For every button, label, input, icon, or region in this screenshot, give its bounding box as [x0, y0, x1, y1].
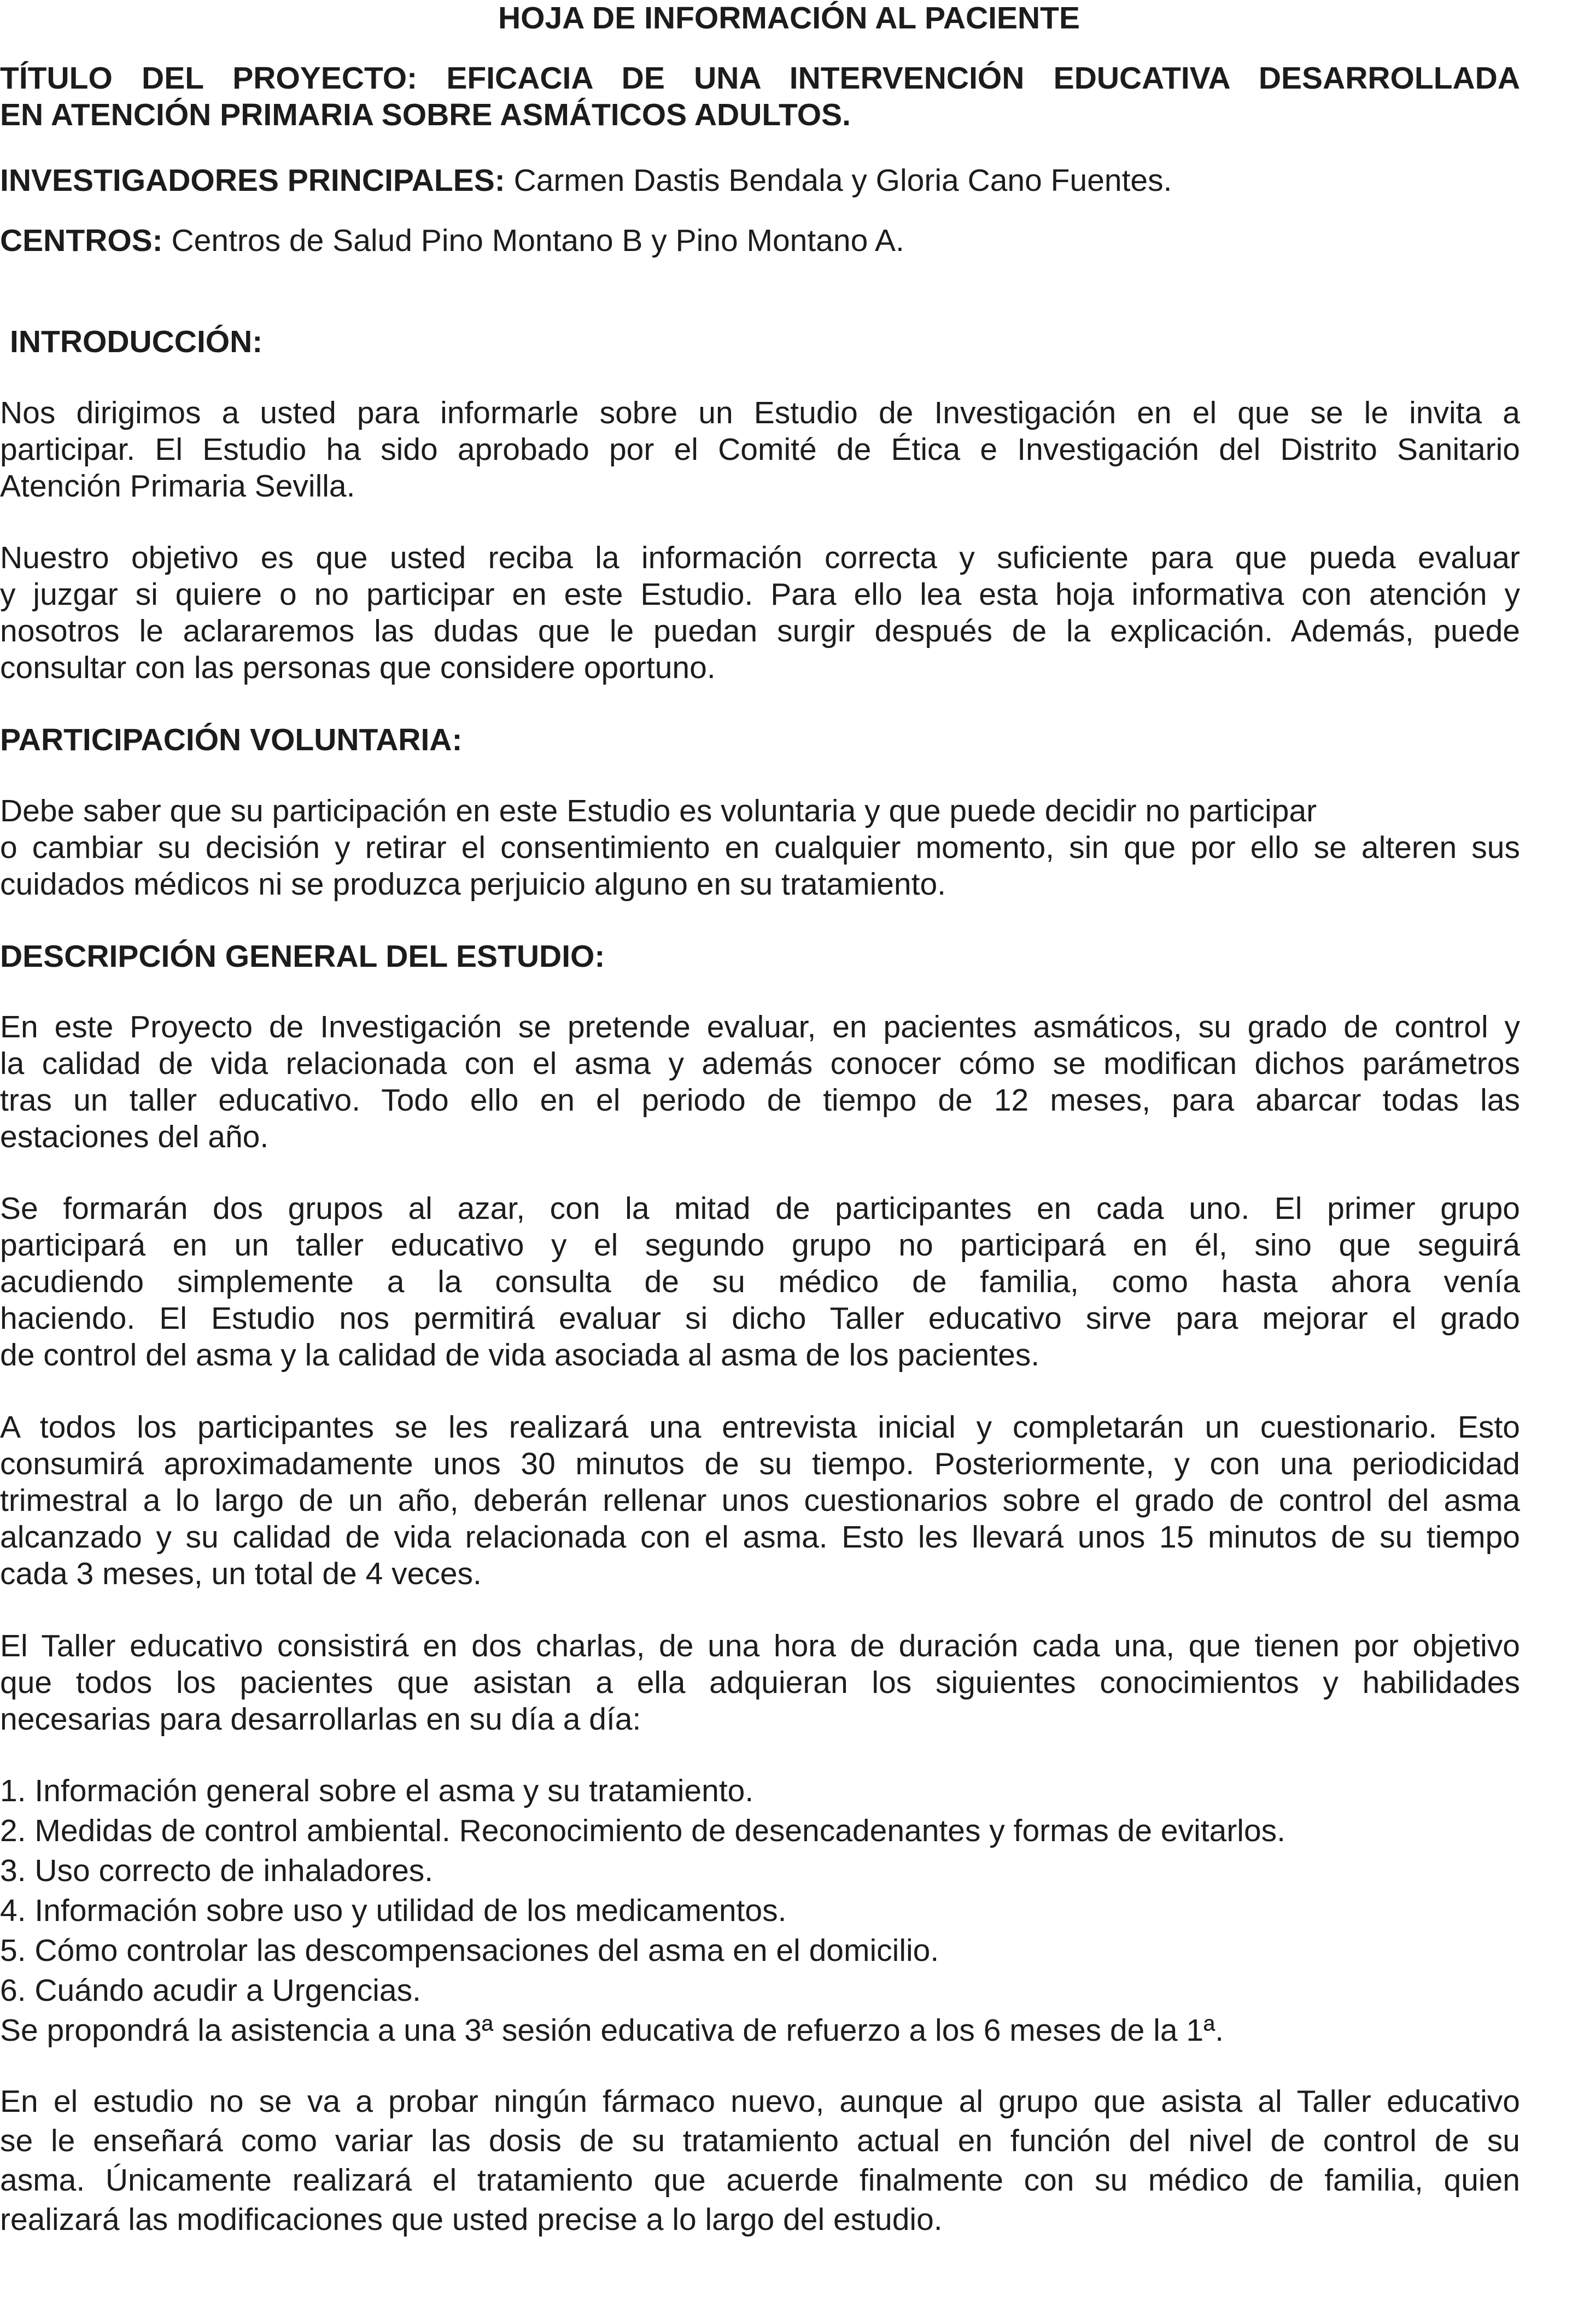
centers-value: Centros de Salud Pino Montano B y Pino Montano A.: [171, 223, 904, 258]
description-p3-line: trimestral a lo largo de un año, deberán rellenar unos cuestionarios sobre el grado de control del asma: [0, 1483, 1520, 1518]
voluntary-heading: PARTICIPACIÓN VOLUNTARIA:: [0, 722, 463, 757]
description-p2-line: de control del asma y la calidad de vida asociada al asma de los pacientes.: [0, 1338, 1040, 1373]
intro-p2-line: consultar con las personas que considere oportuno.: [0, 650, 716, 685]
description-p5-line: asma. Únicamente realizará el tratamiento que acuerde finalmente con su médico de familia, quien: [0, 2163, 1520, 2198]
intro-p1-line: participar. El Estudio ha sido aprobado por el Comité de Ética e Investigación del Distrito Sanitario: [0, 432, 1520, 467]
investigators-line: [0, 161, 1520, 200]
description-p1-line: tras un taller educativo. Todo ello en el periodo de tiempo de 12 meses, para abarcar todas las: [0, 1083, 1520, 1118]
intro-p2-line: nosotros le aclararemos las dudas que le puedan surgir después de la explicación. Además, puede: [0, 614, 1520, 649]
list-item: 2. Medidas de control ambiental. Reconocimiento de desencadenantes y formas de evitarlos.: [0, 1813, 1285, 1848]
description-p4-line: necesarias para desarrollarlas en su día a día:: [0, 1702, 641, 1737]
list-item: 3. Uso correcto de inhaladores.: [0, 1853, 434, 1888]
description-p3-line: consumirá aproximadamente unos 30 minutos de su tiempo. Posteriormente, y con una periodicidad: [0, 1446, 1520, 1481]
description-p1-line: estaciones del año.: [0, 1119, 269, 1154]
description-heading: DESCRIPCIÓN GENERAL DEL ESTUDIO:: [0, 939, 605, 974]
list-item: Se propondrá la asistencia a una 3ª sesión educativa de refuerzo a los 6 meses de la 1ª.: [0, 2013, 1224, 2048]
description-p1-line: En este Proyecto de Investigación se pretende evaluar, en pacientes asmáticos, su grado de control y: [0, 1009, 1520, 1044]
project-title-line-1: [0, 59, 1520, 97]
project-title-text-1: EFICACIA DE UNA INTERVENCIÓN EDUCATIVA DESARROLLADA: [446, 61, 1521, 96]
centers-label: CENTROS:: [0, 223, 163, 258]
project-title-label: TÍTULO DEL PROYECTO:: [0, 61, 418, 96]
voluntary-p1-line: Debe saber que su participación en este Estudio es voluntaria y que puede decidir no participar: [0, 793, 1317, 828]
description-p4-line: que todos los pacientes que asistan a ella adquieran los siguientes conocimientos y habilidades: [0, 1665, 1520, 1700]
description-p4-line: El Taller educativo consistirá en dos charlas, de una hora de duración cada una, que tienen por objetivo: [0, 1628, 1520, 1663]
intro-p1-line: Atención Primaria Sevilla.: [0, 469, 355, 504]
description-p5-line: se le enseñará como variar las dosis de su tratamiento actual en función del nivel de control de su: [0, 2123, 1520, 2158]
description-p1-line: la calidad de vida relacionada con el asma y además conocer cómo se modifican dichos parámetros: [0, 1046, 1520, 1081]
voluntary-p1-line: o cambiar su decisión y retirar el consentimiento en cualquier momento, sin que por ello se alteren sus: [0, 830, 1520, 865]
description-p2-line: haciendo. El Estudio nos permitirá evaluar si dicho Taller educativo sirve para mejorar el grado: [0, 1301, 1520, 1336]
description-p3-line: cada 3 meses, un total de 4 veces.: [0, 1556, 482, 1591]
description-p2-line: participará en un taller educativo y el segundo grupo no participará en él, sino que seguirá: [0, 1228, 1520, 1263]
voluntary-p1-line: cuidados médicos ni se produzca perjuicio alguno en su tratamiento.: [0, 867, 946, 902]
investigators-label: INVESTIGADORES PRINCIPALES:: [0, 163, 505, 198]
introduction-heading: INTRODUCCIÓN:: [10, 324, 263, 359]
investigators-value: Carmen Dastis Bendala y Gloria Cano Fuentes.: [513, 163, 1172, 198]
description-p3-line: A todos los participantes se les realizará una entrevista inicial y completarán un cuestionario. Esto: [0, 1410, 1520, 1445]
list-item: 4. Información sobre uso y utilidad de los medicamentos.: [0, 1893, 787, 1928]
intro-p1-line: Nos dirigimos a usted para informarle sobre un Estudio de Investigación en el que se le invita a: [0, 395, 1520, 430]
intro-p2-line: y juzgar si quiere o no participar en este Estudio. Para ello lea esta hoja informativa con atención y: [0, 577, 1520, 612]
project-title-line-2: EN ATENCIÓN PRIMARIA SOBRE ASMÁTICOS ADULTOS.: [0, 97, 851, 132]
description-p5-line: realizará las modificaciones que usted precise a lo largo del estudio.: [0, 2202, 943, 2237]
list-item: 5. Cómo controlar las descompensaciones del asma en el domicilio.: [0, 1933, 939, 1968]
list-item: 1. Información general sobre el asma y su tratamiento.: [0, 1773, 754, 1808]
document-title: HOJA DE INFORMACIÓN AL PACIENTE: [498, 1, 1080, 36]
description-p2-line: Se formarán dos grupos al azar, con la mitad de participantes en cada uno. El primer grupo: [0, 1191, 1520, 1226]
centers-line: [0, 221, 1520, 260]
description-p3-line: alcanzado y su calidad de vida relacionada con el asma. Esto les llevará unos 15 minutos de su tiempo: [0, 1520, 1520, 1555]
description-p5-line: En el estudio no se va a probar ningún fármaco nuevo, aunque al grupo que asista al Taller educativo: [0, 2084, 1520, 2119]
intro-p2-line: Nuestro objetivo es que usted reciba la información correcta y suficiente para que pueda evaluar: [0, 540, 1520, 575]
list-item: 6. Cuándo acudir a Urgencias.: [0, 1973, 421, 2008]
description-p2-line: acudiendo simplemente a la consulta de su médico de familia, como hasta ahora venía: [0, 1264, 1520, 1299]
